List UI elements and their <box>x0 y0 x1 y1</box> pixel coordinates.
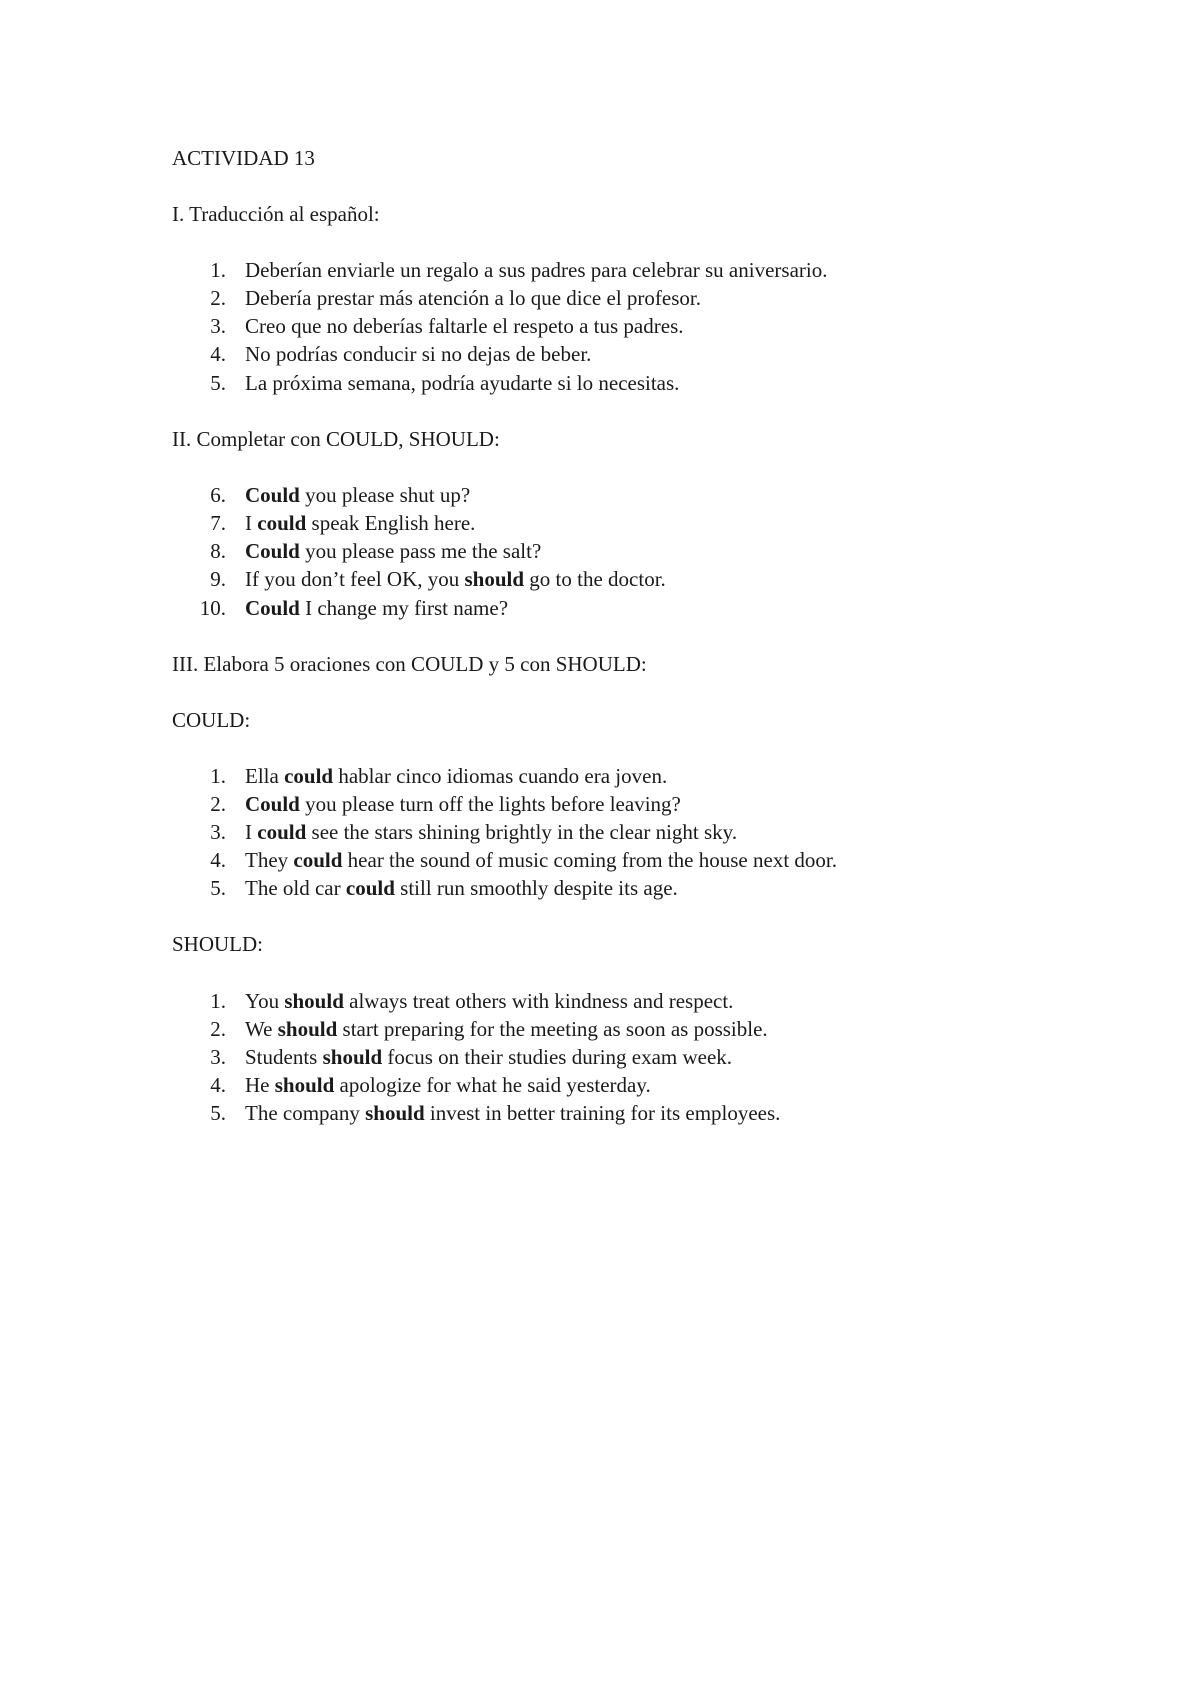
modal-verb: should <box>322 1045 383 1069</box>
list-item-number: 2. <box>210 286 226 310</box>
list-item <box>245 481 470 509</box>
item-post: still run smoothly despite its age. <box>394 876 678 900</box>
modal-verb: could <box>284 764 334 788</box>
list-item: Deberían enviarle un regalo a sus padres para celebrar su aniversario. <box>245 258 828 282</box>
list-item <box>245 1099 780 1127</box>
list-item-number: 5. <box>210 876 226 900</box>
modal-verb: should <box>464 567 525 591</box>
list-item-number: 3. <box>210 820 226 844</box>
list-item <box>245 594 508 622</box>
item-post: hear the sound of music coming from the house next door. <box>342 848 837 872</box>
list-item <box>245 762 667 790</box>
modal-verb: Could <box>245 792 300 816</box>
list-item <box>245 846 837 874</box>
item-pre: They <box>245 848 294 872</box>
list-item-number: 9. <box>210 567 226 591</box>
item-pre: The old car <box>245 876 346 900</box>
list-item-number: 1. <box>210 258 226 282</box>
list-item-number: 7. <box>210 511 226 535</box>
item-pre: The company <box>245 1101 366 1125</box>
could-label: COULD: <box>172 708 251 732</box>
item-post: hablar cinco idiomas cuando era joven. <box>333 764 668 788</box>
item-post: go to the doctor. <box>524 567 666 591</box>
item-pre: He <box>245 1073 275 1097</box>
item-pre: If you don’t feel OK, you <box>245 567 465 591</box>
section-2-heading: II. Completar con COULD, SHOULD: <box>172 427 500 451</box>
item-post: always treat others with kindness and respect. <box>343 989 734 1013</box>
modal-verb: could <box>345 876 395 900</box>
list-item-number: 8. <box>210 539 226 563</box>
list-item <box>245 1015 768 1043</box>
list-item <box>245 509 475 537</box>
document-title: ACTIVIDAD 13 <box>172 146 315 170</box>
item-pre: We <box>245 1017 278 1041</box>
list-item <box>245 790 681 818</box>
list-item-number: 6. <box>210 483 226 507</box>
should-label: SHOULD: <box>172 932 264 956</box>
modal-verb: could <box>293 848 343 872</box>
list-item-number: 1. <box>210 989 226 1013</box>
list-item-number: 3. <box>210 314 226 338</box>
list-item: Debería prestar más atención a lo que dice el profesor. <box>245 286 701 310</box>
modal-verb: should <box>277 1017 338 1041</box>
list-item <box>245 818 737 846</box>
list-item-number: 3. <box>210 1045 226 1069</box>
item-post: speak English here. <box>306 511 476 535</box>
modal-verb: should <box>284 989 344 1013</box>
list-item <box>245 1071 651 1099</box>
section-3-heading: III. Elabora 5 oraciones con COULD y 5 con SHOULD: <box>172 652 647 676</box>
list-item-number: 1. <box>210 764 226 788</box>
item-post: you please shut up? <box>299 483 471 507</box>
item-post: invest in better training for its employees. <box>424 1101 781 1125</box>
item-post: focus on their studies during exam week. <box>382 1045 733 1069</box>
list-item <box>245 1043 732 1071</box>
list-item <box>245 537 541 565</box>
list-item <box>245 565 666 593</box>
list-item: No podrías conducir si no dejas de beber. <box>245 342 592 366</box>
item-post: you please turn off the lights before leaving? <box>299 792 681 816</box>
item-pre: Students <box>245 1045 323 1069</box>
list-item-number: 4. <box>210 1073 226 1097</box>
list-item-number: 5. <box>210 1101 226 1125</box>
list-item: Creo que no deberías faltarle el respeto a tus padres. <box>245 314 684 338</box>
section-1-heading: I. Traducción al español: <box>172 202 380 226</box>
modal-verb: Could <box>245 596 300 620</box>
item-pre: I <box>245 511 258 535</box>
list-item-number: 5. <box>210 371 226 395</box>
list-item <box>245 874 678 902</box>
modal-verb: Could <box>245 539 300 563</box>
item-post: see the stars shining brightly in the clear night sky. <box>306 820 738 844</box>
modal-verb: Could <box>245 483 300 507</box>
list-item-number: 2. <box>210 792 226 816</box>
list-item-number: 10. <box>199 596 226 620</box>
item-post: apologize for what he said yesterday. <box>334 1073 651 1097</box>
item-pre: Ella <box>245 764 285 788</box>
modal-verb: should <box>274 1073 335 1097</box>
item-post: start preparing for the meeting as soon as possible. <box>337 1017 768 1041</box>
list-item <box>245 987 733 1015</box>
item-post: you please pass me the salt? <box>299 539 542 563</box>
list-item-number: 4. <box>210 342 226 366</box>
item-pre: I <box>245 820 258 844</box>
list-item-number: 2. <box>210 1017 226 1041</box>
item-pre: You <box>245 989 285 1013</box>
list-item-number: 4. <box>210 848 226 872</box>
item-post: I change my first name? <box>299 596 509 620</box>
modal-verb: could <box>257 511 307 535</box>
modal-verb: could <box>257 820 307 844</box>
modal-verb: should <box>365 1101 425 1125</box>
list-item: La próxima semana, podría ayudarte si lo necesitas. <box>245 371 680 395</box>
